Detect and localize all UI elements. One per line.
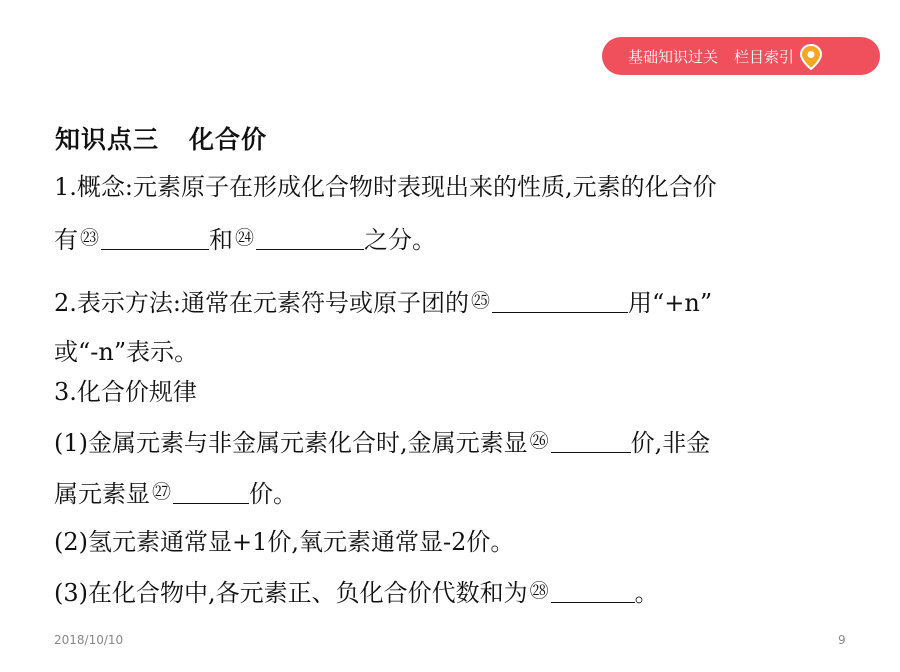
text-segment: 和 <box>209 226 234 254</box>
text-segment: 价。 <box>249 480 298 508</box>
blank-number-24: ㉔ <box>235 227 255 249</box>
answer-blank-25[interactable] <box>492 290 628 313</box>
location-pin-icon <box>800 44 822 70</box>
method-line-1 <box>54 286 712 318</box>
text-segment: 属元素显 <box>54 480 150 508</box>
blank-number-27: ㉗ <box>152 481 172 503</box>
text-segment: 有 <box>54 226 78 254</box>
text-segment: 之分。 <box>364 226 437 254</box>
heading-part1: 知识点三 <box>55 125 160 154</box>
blank-number-23: ㉓ <box>80 227 100 249</box>
rule-1-line-1 <box>54 426 710 458</box>
rule-2: (2)氢元素通常显+1价,氧元素通常显-2价。 <box>54 528 515 556</box>
rule-1-line-2 <box>54 477 297 509</box>
text-segment: 用“+n” <box>628 289 713 317</box>
footer-date: 2018/10/10 <box>54 633 124 647</box>
answer-blank-28[interactable] <box>551 580 635 603</box>
nav-index-label[interactable]: 栏目索引 <box>734 47 795 66</box>
method-line-2: 或“-n”表示。 <box>54 338 199 366</box>
rule-3 <box>54 576 659 608</box>
page-number: 9 <box>838 633 846 647</box>
blank-number-25: ㉕ <box>470 290 490 312</box>
rules-title: 3.化合价规律 <box>54 378 197 406</box>
heading-part2: 化合价 <box>189 125 268 154</box>
blank-number-28: ㉘ <box>529 580 549 602</box>
text-segment: 2.表示方法:通常在元素符号或原子团的 <box>54 289 469 317</box>
answer-blank-27[interactable] <box>173 481 249 504</box>
concept-line-2 <box>54 223 436 255</box>
text-segment: (1)金属元素与非金属元素化合时,金属元素显 <box>54 429 528 457</box>
answer-blank-24[interactable] <box>256 227 364 250</box>
text-segment: (3)在化合物中,各元素正、负化合价代数和为 <box>54 579 528 607</box>
section-heading <box>55 120 267 156</box>
concept-line-1: 1.概念:元素原子在形成化合物时表现出来的性质,元素的化合价 <box>54 173 717 201</box>
nav-section-label[interactable]: 基础知识过关 <box>628 47 719 66</box>
text-segment: 价,非金 <box>630 429 711 457</box>
text-segment: 。 <box>634 579 659 607</box>
answer-blank-26[interactable] <box>551 430 631 453</box>
answer-blank-23[interactable] <box>101 227 209 250</box>
section-nav-bar[interactable] <box>602 37 880 75</box>
blank-number-26: ㉖ <box>529 430 549 452</box>
